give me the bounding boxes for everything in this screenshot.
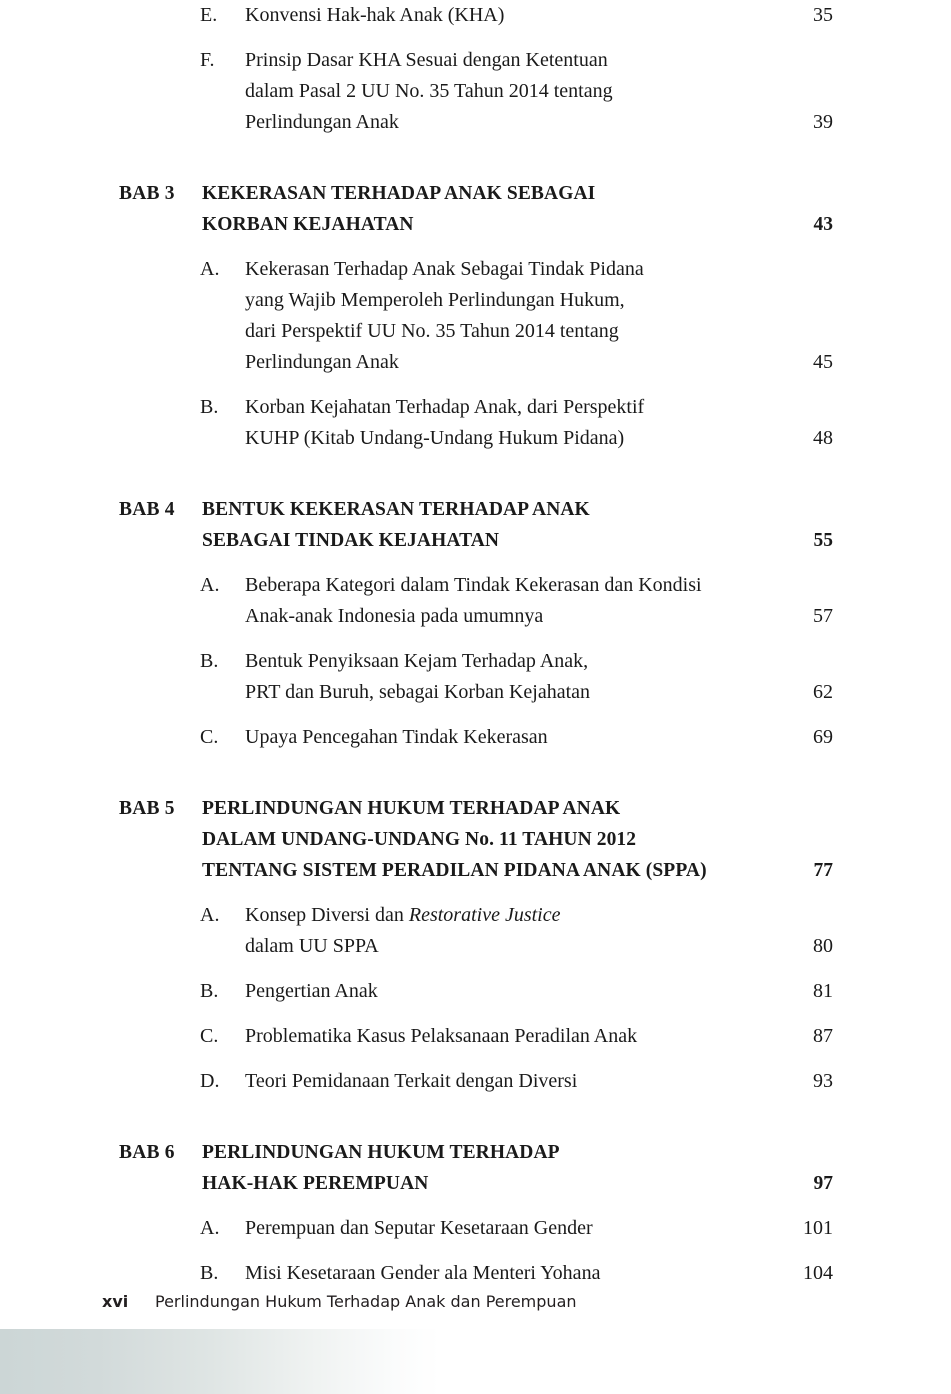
spacer-row: [119, 886, 833, 900]
spacer-row: [119, 753, 833, 793]
toc-entry-row[interactable]: [119, 722, 833, 753]
spacer-row: [119, 138, 833, 178]
spacer-row: [119, 708, 833, 722]
entry-page-number: 104: [803, 1262, 833, 1284]
toc-entry-row[interactable]: [119, 0, 833, 31]
entry-title: [202, 900, 780, 962]
chapter-title-line: DALAM UNDANG-UNDANG No. 11 TAHUN 2012: [202, 829, 637, 850]
chapter-label: BAB 5: [119, 798, 175, 819]
entry-line: Bentuk Penyiksaan Kejam Terhadap Anak,: [245, 650, 589, 672]
entry-title: [202, 722, 780, 753]
entry-title: [202, 1066, 780, 1097]
entry-letter: B.: [200, 1262, 219, 1284]
toc-entry-row[interactable]: [119, 254, 833, 378]
entry-line: Korban Kejahatan Terhadap Anak, dari Perspektif: [245, 396, 645, 418]
chapter-title-line: TENTANG SISTEM PERADILAN PIDANA ANAK (SPPA): [202, 860, 707, 881]
entry-line: Beberapa Kategori dalam Tindak Kekerasan dan Kondisi: [245, 574, 702, 596]
entry-line: yang Wajib Memperoleh Perlindungan Hukum,: [245, 289, 625, 311]
entry-title: [202, 392, 780, 454]
spacer-row: [119, 240, 833, 254]
toc-chapter-row[interactable]: [119, 1137, 833, 1199]
toc-entry-row[interactable]: [119, 392, 833, 454]
entry-page-number: 62: [813, 681, 833, 703]
entry-line: Perlindungan Anak: [245, 351, 399, 373]
entry-line: Misi Kesetaraan Gender ala Menteri Yohana: [245, 1262, 601, 1284]
entry-letter: B.: [200, 650, 219, 672]
chapter-title-line: KEKERASAN TERHADAP ANAK SEBAGAI: [202, 183, 596, 204]
chapter-title-line: BENTUK KEKERASAN TERHADAP ANAK: [202, 499, 590, 520]
entry-title: [202, 570, 780, 632]
chapter-title-line: KORBAN KEJAHATAN: [202, 214, 414, 235]
chapter-page-number: 97: [813, 1173, 833, 1194]
entry-line: KUHP (Kitab Undang-Undang Hukum Pidana): [245, 427, 625, 449]
entry-letter: A.: [200, 904, 220, 926]
entry-letter: F.: [200, 49, 215, 71]
spacer-row: [119, 556, 833, 570]
entry-line: PRT dan Buruh, sebagai Korban Kejahatan: [245, 681, 591, 703]
spacer-row: [119, 632, 833, 646]
toc-chapter-row[interactable]: [119, 793, 833, 886]
entry-line: Konvensi Hak-hak Anak (KHA): [245, 4, 505, 26]
folio-number: xvi: [102, 1292, 129, 1311]
spacer-row: [119, 1052, 833, 1066]
spacer-row: [119, 1244, 833, 1258]
entry-letter: A.: [200, 258, 220, 280]
toc-chapter-row[interactable]: [119, 494, 833, 556]
toc-entry-row[interactable]: [119, 646, 833, 708]
entry-line: Perempuan dan Seputar Kesetaraan Gender: [245, 1217, 593, 1239]
entry-line: Upaya Pencegahan Tindak Kekerasan: [245, 726, 548, 748]
chapter-page-number: 43: [813, 214, 833, 235]
chapter-label: BAB 6: [119, 1142, 175, 1163]
entry-letter: C.: [200, 1025, 219, 1047]
chapter-title-line: PERLINDUNGAN HUKUM TERHADAP: [202, 1142, 560, 1163]
entry-line: Teori Pemidanaan Terkait dengan Diversi: [245, 1070, 578, 1092]
entry-page-number: 45: [813, 351, 833, 373]
entry-italic-term: Restorative Justice: [408, 904, 561, 926]
toc-entry-row[interactable]: [119, 900, 833, 962]
toc-entry-row[interactable]: [119, 1066, 833, 1097]
chapter-label: BAB 3: [119, 183, 175, 204]
toc-entry-row[interactable]: [119, 45, 833, 138]
entry-letter: B.: [200, 980, 219, 1002]
spacer-row: [119, 454, 833, 494]
entry-line: Problematika Kasus Pelaksanaan Peradilan Anak: [245, 1025, 638, 1047]
chapter-page-number: 55: [813, 530, 833, 551]
entry-page-number: 81: [813, 980, 833, 1002]
spacer-row: [119, 378, 833, 392]
chapter-title: [202, 494, 780, 556]
running-title: Perlindungan Hukum Terhadap Anak dan Perempuan: [155, 1292, 577, 1311]
entry-letter: B.: [200, 396, 219, 418]
entry-title: [202, 254, 780, 378]
entry-letter: C.: [200, 726, 219, 748]
entry-page-number: 35: [813, 4, 833, 26]
chapter-title-line: HAK-HAK PEREMPUAN: [202, 1173, 429, 1194]
toc-table: [119, 0, 833, 1289]
entry-title: [202, 976, 780, 1007]
chapter-title: [202, 793, 780, 886]
entry-line: Kekerasan Terhadap Anak Sebagai Tindak Pidana: [245, 258, 644, 280]
entry-page-number: 87: [813, 1025, 833, 1047]
entry-page-number: 101: [803, 1217, 833, 1239]
entry-page-number: 57: [813, 605, 833, 627]
entry-page-number: 48: [813, 427, 833, 449]
entry-letter: A.: [200, 1217, 220, 1239]
entry-title: [202, 1213, 780, 1244]
spacer-row: [119, 31, 833, 45]
entry-line: Anak-anak Indonesia pada umumnya: [245, 605, 544, 627]
chapter-title: [202, 1137, 780, 1199]
chapter-page-number: 77: [813, 860, 833, 881]
entry-page-number: 80: [813, 935, 833, 957]
entry-page-number: 39: [813, 111, 833, 133]
toc-chapter-row[interactable]: [119, 178, 833, 240]
toc-entry-row[interactable]: [119, 1258, 833, 1289]
entry-title: [202, 1021, 780, 1052]
entry-title: [202, 1258, 780, 1289]
toc-entry-row[interactable]: [119, 570, 833, 632]
entry-title: [202, 45, 780, 138]
toc-entry-row[interactable]: [119, 1021, 833, 1052]
chapter-title-line: PERLINDUNGAN HUKUM TERHADAP ANAK: [202, 798, 621, 819]
entry-line: Pengertian Anak: [245, 980, 378, 1002]
entry-letter: A.: [200, 574, 220, 596]
spacer-row: [119, 1097, 833, 1137]
entry-line: Konsep Diversi dan Restorative Justice: [245, 904, 561, 926]
page-footer: [0, 1292, 951, 1322]
toc-entry-row[interactable]: [119, 1213, 833, 1244]
chapter-title-line: SEBAGAI TINDAK KEJAHATAN: [202, 530, 500, 551]
entry-line: Prinsip Dasar KHA Sesuai dengan Ketentuan: [245, 49, 608, 71]
entry-title: [202, 0, 780, 31]
entry-letter: D.: [200, 1070, 220, 1092]
decorative-bottom-band: [0, 1329, 440, 1394]
spacer-row: [119, 1007, 833, 1021]
chapter-label: BAB 4: [119, 499, 175, 520]
spacer-row: [119, 962, 833, 976]
entry-line: Perlindungan Anak: [245, 111, 399, 133]
chapter-title: [202, 178, 780, 240]
entry-line: dalam UU SPPA: [245, 935, 379, 957]
entry-line: dari Perspektif UU No. 35 Tahun 2014 tentang: [245, 320, 619, 342]
spacer-row: [119, 1199, 833, 1213]
entry-letter: E.: [200, 4, 218, 26]
entry-page-number: 69: [813, 726, 833, 748]
entry-line: dalam Pasal 2 UU No. 35 Tahun 2014 tentang: [245, 80, 613, 102]
entry-title: [202, 646, 780, 708]
toc-entry-row[interactable]: [119, 976, 833, 1007]
entry-page-number: 93: [813, 1070, 833, 1092]
